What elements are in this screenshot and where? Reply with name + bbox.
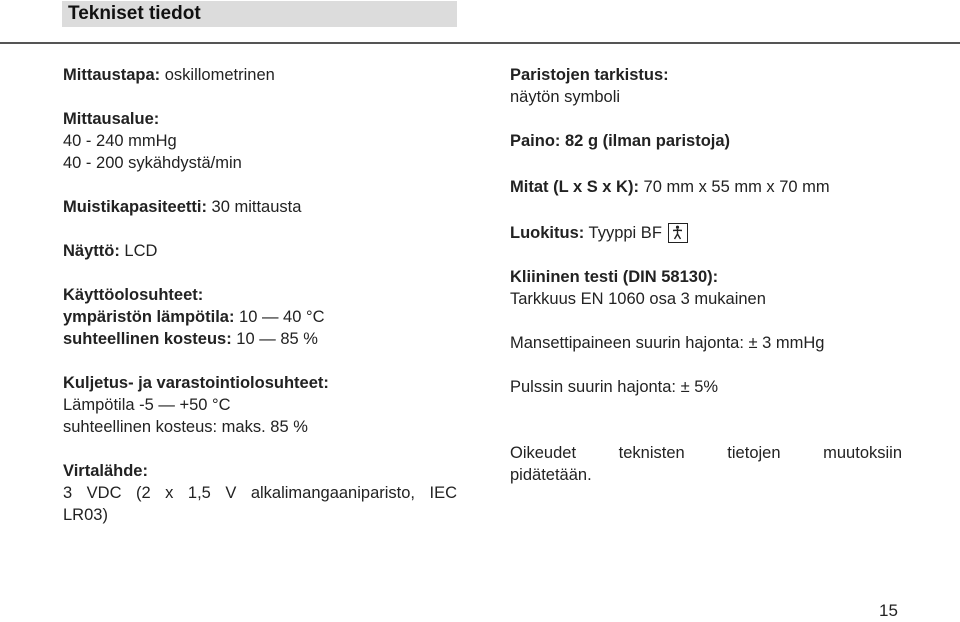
clinical-value: Tarkkuus EN 1060 osa 3 mukainen	[510, 290, 766, 308]
weight-label: Paino: 82 g (ilman paristoja)	[510, 132, 731, 150]
page-title: Tekniset tiedot	[68, 3, 201, 24]
operating-conditions	[63, 284, 457, 350]
range-label: Mittausalue:	[63, 110, 160, 128]
range-pressure: 40 - 240 mmHg	[63, 132, 177, 150]
cuff-pressure-deviation	[510, 332, 902, 354]
storage-temp: Lämpötila -5 — +50 °C	[63, 396, 231, 414]
header-divider	[0, 42, 960, 44]
operating-temp-label: ympäristön lämpötila:	[63, 308, 235, 326]
page-number: 15	[879, 601, 898, 620]
range-pulse: 40 - 200 sykähdystä/min	[63, 154, 242, 172]
pulse-text: Pulssin suurin hajonta: ± 5%	[510, 378, 719, 396]
dimensions-value: 70 mm x 55 mm x 70 mm	[638, 178, 830, 196]
left-column	[63, 64, 457, 526]
rights-notice	[510, 442, 902, 486]
weight	[510, 130, 902, 152]
storage-label: Kuljetus- ja varastointiolosuhteet:	[63, 374, 329, 392]
clinical-test	[510, 266, 902, 310]
operating-humidity-label: suhteellinen kosteus:	[63, 330, 232, 348]
type-bf-icon	[668, 223, 688, 243]
battery-value: näytön symboli	[510, 88, 621, 106]
memory-value: 30 mittausta	[206, 198, 302, 216]
pulse-deviation	[510, 376, 902, 398]
power-label: Virtalähde:	[63, 462, 148, 480]
measurement-method	[63, 64, 457, 86]
measurement-label: Mittaustapa:	[63, 66, 161, 84]
display-type	[63, 240, 457, 262]
dimensions	[510, 176, 902, 198]
rights-text: Oikeudet teknisten tietojen muutoksiin pidätetään.	[510, 444, 902, 484]
classification-label: Luokitus:	[510, 224, 585, 242]
storage-conditions	[63, 372, 457, 438]
classification-value: Tyyppi BF	[584, 224, 662, 242]
display-label: Näyttö:	[63, 242, 120, 260]
section-title-bar	[62, 1, 457, 27]
memory-capacity	[63, 196, 457, 218]
storage-humidity: suhteellinen kosteus: maks. 85 %	[63, 418, 308, 436]
classification	[510, 222, 902, 244]
clinical-label: Kliininen testi (DIN 58130):	[510, 268, 719, 286]
display-value: LCD	[119, 242, 158, 260]
operating-label: Käyttöolosuhteet:	[63, 286, 204, 304]
battery-check	[510, 64, 902, 108]
measurement-range	[63, 108, 457, 174]
memory-label: Muistikapasiteetti:	[63, 198, 207, 216]
cuff-text: Mansettipaineen suurin hajonta: ± 3 mmHg	[510, 334, 825, 352]
battery-label: Paristojen tarkistus:	[510, 66, 669, 84]
measurement-value: oskillometrinen	[160, 66, 275, 84]
operating-humidity-value: 10 — 85 %	[231, 330, 318, 348]
dimensions-label: Mitat (L x S x K):	[510, 178, 639, 196]
power-supply	[63, 460, 457, 526]
right-column	[510, 64, 902, 486]
operating-temp-value: 10 — 40 °C	[234, 308, 325, 326]
power-value: 3 VDC (2 x 1,5 V alkalimangaaniparisto, IEC LR03)	[63, 484, 457, 524]
